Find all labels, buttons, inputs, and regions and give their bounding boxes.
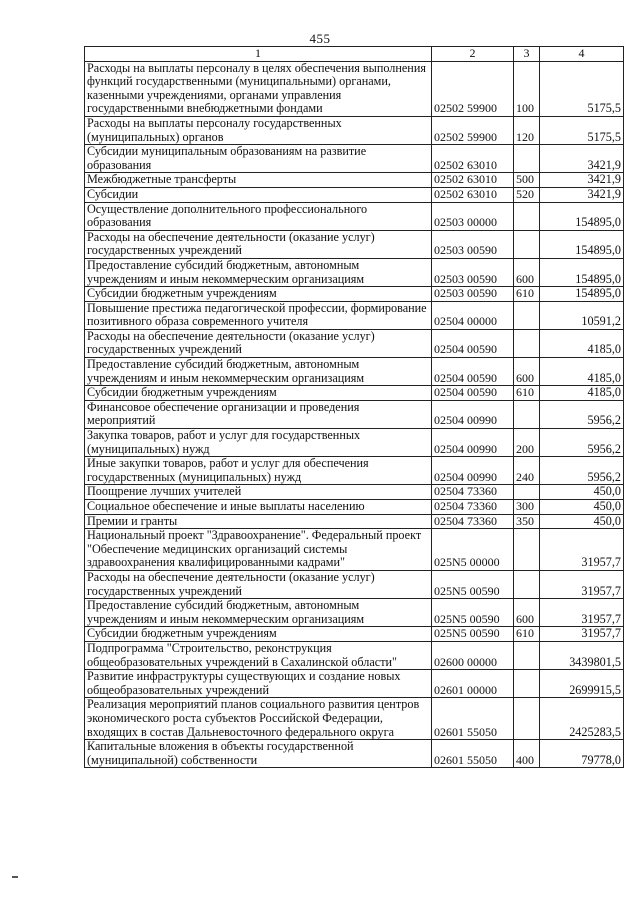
row-expense-type <box>514 230 540 258</box>
row-code: 02504 00990 <box>432 457 514 485</box>
row-amount: 2425283,5 <box>540 698 624 740</box>
row-amount: 5956,2 <box>540 400 624 428</box>
header-col-2: 2 <box>432 47 514 62</box>
row-name: Предоставление субсидий бюджетным, автономным учреждениям и иным некоммерческим организациям <box>85 358 432 386</box>
header-col-3: 3 <box>514 47 540 62</box>
row-code: 02503 00000 <box>432 202 514 230</box>
row-name: Повышение престижа педагогической профессии, формирование позитивного образа современного учителя <box>85 301 432 329</box>
table-row <box>85 570 624 598</box>
row-expense-type <box>514 641 540 669</box>
table-row <box>85 627 624 642</box>
row-code: 02502 63010 <box>432 187 514 202</box>
table-row <box>85 400 624 428</box>
table-row <box>85 230 624 258</box>
page-number: 455 <box>309 31 331 46</box>
table-row <box>85 145 624 173</box>
budget-table <box>84 46 624 768</box>
row-expense-type <box>514 301 540 329</box>
row-code: 02504 00000 <box>432 301 514 329</box>
scan-mark <box>12 876 18 878</box>
table-row <box>85 301 624 329</box>
row-amount: 5956,2 <box>540 429 624 457</box>
row-name: Расходы на выплаты персоналу в целях обеспечения выполнения функций государственными (муниципальными) органами, казенными учреждениями, органами управления государственными внебюджетными фондами <box>85 61 432 116</box>
row-amount: 154895,0 <box>540 202 624 230</box>
row-code: 02503 00590 <box>432 258 514 286</box>
row-expense-type: 610 <box>514 287 540 302</box>
row-amount: 31957,7 <box>540 599 624 627</box>
row-name: Расходы на обеспечение деятельности (оказание услуг) государственных учреждений <box>85 329 432 357</box>
row-expense-type: 300 <box>514 500 540 515</box>
row-expense-type: 120 <box>514 116 540 144</box>
row-code: 02503 00590 <box>432 230 514 258</box>
row-expense-type: 600 <box>514 358 540 386</box>
row-name: Капитальные вложения в объекты государственной (муниципальной) собственности <box>85 740 432 768</box>
row-code: 025N5 00590 <box>432 627 514 642</box>
row-name: Закупка товаров, работ и услуг для государственных (муниципальных) нужд <box>85 429 432 457</box>
row-amount: 31957,7 <box>540 529 624 571</box>
row-expense-type <box>514 529 540 571</box>
row-name: Субсидии муниципальным образованиям на развитие образования <box>85 145 432 173</box>
row-name: Подпрограмма "Строительство, реконструкция общеобразовательных учреждений в Сахалинской области" <box>85 641 432 669</box>
row-amount: 31957,7 <box>540 627 624 642</box>
row-code: 02504 00990 <box>432 400 514 428</box>
row-code: 02504 73360 <box>432 485 514 500</box>
table-body <box>85 61 624 768</box>
table-row <box>85 287 624 302</box>
row-code: 02504 73360 <box>432 514 514 529</box>
row-expense-type <box>514 202 540 230</box>
row-name: Предоставление субсидий бюджетным, автономным учреждениям и иным некоммерческим организациям <box>85 599 432 627</box>
table-row <box>85 670 624 698</box>
row-code: 02601 00000 <box>432 670 514 698</box>
row-amount: 4185,0 <box>540 329 624 357</box>
row-expense-type: 600 <box>514 599 540 627</box>
table-row <box>85 429 624 457</box>
table-row <box>85 187 624 202</box>
row-name: Расходы на обеспечение деятельности (оказание услуг) государственных учреждений <box>85 570 432 598</box>
row-expense-type: 610 <box>514 386 540 401</box>
row-amount: 3421,9 <box>540 145 624 173</box>
header-col-1: 1 <box>85 47 432 62</box>
row-code: 02502 59900 <box>432 116 514 144</box>
row-expense-type <box>514 670 540 698</box>
table-row <box>85 329 624 357</box>
row-name: Межбюджетные трансферты <box>85 173 432 188</box>
row-name: Осуществление дополнительного профессионального образования <box>85 202 432 230</box>
row-name: Национальный проект "Здравоохранение". Федеральный проект "Обеспечение медицинских организаций системы здравоохранения квалифицированными кадрами" <box>85 529 432 571</box>
table-row <box>85 61 624 116</box>
table-row <box>85 173 624 188</box>
row-name: Субсидии бюджетным учреждениям <box>85 287 432 302</box>
table-row <box>85 500 624 515</box>
table-row <box>85 258 624 286</box>
row-expense-type: 240 <box>514 457 540 485</box>
row-name: Финансовое обеспечение организации и проведения мероприятий <box>85 400 432 428</box>
row-code: 02504 00990 <box>432 429 514 457</box>
row-expense-type: 350 <box>514 514 540 529</box>
row-expense-type: 520 <box>514 187 540 202</box>
row-expense-type <box>514 570 540 598</box>
row-name: Социальное обеспечение и иные выплаты населению <box>85 500 432 515</box>
row-amount: 10591,2 <box>540 301 624 329</box>
row-name: Иные закупки товаров, работ и услуг для обеспечения государственных (муниципальных) нужд <box>85 457 432 485</box>
row-amount: 450,0 <box>540 485 624 500</box>
row-name: Поощрение лучших учителей <box>85 485 432 500</box>
row-name: Субсидии <box>85 187 432 202</box>
row-expense-type <box>514 485 540 500</box>
table-row <box>85 740 624 768</box>
row-expense-type: 200 <box>514 429 540 457</box>
row-expense-type <box>514 400 540 428</box>
row-amount: 450,0 <box>540 514 624 529</box>
table-row <box>85 599 624 627</box>
row-amount: 3439801,5 <box>540 641 624 669</box>
row-amount: 5175,5 <box>540 116 624 144</box>
row-expense-type: 610 <box>514 627 540 642</box>
row-code: 02600 00000 <box>432 641 514 669</box>
table-row <box>85 116 624 144</box>
row-amount: 5175,5 <box>540 61 624 116</box>
row-expense-type <box>514 329 540 357</box>
row-name: Развитие инфраструктуры существующих и создание новых общеобразовательных учреждений <box>85 670 432 698</box>
row-code: 02502 63010 <box>432 145 514 173</box>
row-code: 02601 55050 <box>432 740 514 768</box>
table-row <box>85 485 624 500</box>
row-name: Предоставление субсидий бюджетным, автономным учреждениям и иным некоммерческим организациям <box>85 258 432 286</box>
header-row <box>85 47 624 62</box>
row-expense-type: 400 <box>514 740 540 768</box>
row-amount: 31957,7 <box>540 570 624 598</box>
row-code: 02502 63010 <box>432 173 514 188</box>
row-amount: 154895,0 <box>540 287 624 302</box>
row-amount: 154895,0 <box>540 258 624 286</box>
row-expense-type <box>514 145 540 173</box>
row-amount: 3421,9 <box>540 187 624 202</box>
row-amount: 3421,9 <box>540 173 624 188</box>
row-amount: 154895,0 <box>540 230 624 258</box>
row-name: Субсидии бюджетным учреждениям <box>85 627 432 642</box>
row-amount: 4185,0 <box>540 358 624 386</box>
table-row <box>85 457 624 485</box>
row-name: Расходы на выплаты персоналу государственных (муниципальных) органов <box>85 116 432 144</box>
table-row <box>85 514 624 529</box>
table-row <box>85 358 624 386</box>
row-name: Субсидии бюджетным учреждениям <box>85 386 432 401</box>
header-col-4: 4 <box>540 47 624 62</box>
row-code: 02601 55050 <box>432 698 514 740</box>
table-row <box>85 529 624 571</box>
row-amount: 79778,0 <box>540 740 624 768</box>
row-amount: 2699915,5 <box>540 670 624 698</box>
row-amount: 450,0 <box>540 500 624 515</box>
row-name: Премии и гранты <box>85 514 432 529</box>
table-row <box>85 202 624 230</box>
row-code: 02504 00590 <box>432 358 514 386</box>
row-code: 02504 00590 <box>432 386 514 401</box>
row-expense-type: 100 <box>514 61 540 116</box>
row-name: Реализация мероприятий планов социального развития центров экономического роста субъектов Российской Федерации, входящих в состав Дальневосточного федерального округа <box>85 698 432 740</box>
row-code: 025N5 00590 <box>432 599 514 627</box>
row-amount: 5956,2 <box>540 457 624 485</box>
row-code: 02502 59900 <box>432 61 514 116</box>
row-code: 02504 00590 <box>432 329 514 357</box>
table-row <box>85 698 624 740</box>
row-code: 02503 00590 <box>432 287 514 302</box>
row-code: 02504 73360 <box>432 500 514 515</box>
row-name: Расходы на обеспечение деятельности (оказание услуг) государственных учреждений <box>85 230 432 258</box>
row-code: 025N5 00000 <box>432 529 514 571</box>
row-code: 025N5 00590 <box>432 570 514 598</box>
row-expense-type: 600 <box>514 258 540 286</box>
table-row <box>85 641 624 669</box>
row-amount: 4185,0 <box>540 386 624 401</box>
row-expense-type: 500 <box>514 173 540 188</box>
table-row <box>85 386 624 401</box>
row-expense-type <box>514 698 540 740</box>
